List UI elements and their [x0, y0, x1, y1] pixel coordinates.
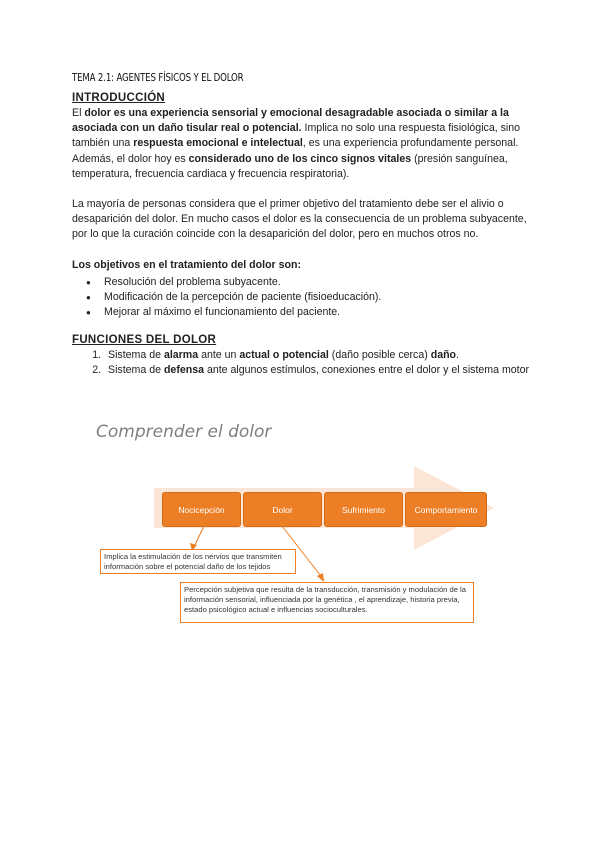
list-item: ● Modificación de la percepción de paciente (fisioeducación).: [104, 290, 532, 305]
functions-list: [72, 348, 532, 378]
text-run: , es una experiencia profundamente personal. Además, el dolor hoy es: [72, 137, 519, 165]
dolor-note: Percepción subjetiva que resulta de la transducción, transmisión y modulación de la información sensorial, influenciada por la genética , el aprendizaje, historia previa, estado psicológico actual e influencias socioculturales.: [180, 582, 474, 623]
functions-heading: FUNCIONES DEL DOLOR: [72, 334, 217, 347]
pain-diagram: [96, 422, 516, 632]
comportamiento-box: Comportamiento: [405, 492, 487, 527]
text-run: Implica no solo una respuesta fisiológica, sino también una: [72, 122, 521, 150]
intro-paragraph-2: La mayoría de personas considera que el primer objetivo del tratamiento debe ser el alivio o desaparición del dolor. En mucho casos el dolor es la consecuencia de un problema subyacente, por lo que la curación coincide con la desaparición del dolor, pero en muchos otros no.: [72, 198, 527, 241]
bold-text: actual o potencial: [239, 349, 329, 362]
bold-text: respuesta emocional e intelectual: [133, 137, 303, 150]
document-page: [72, 72, 532, 379]
diagram-title: Comprender el dolor: [96, 422, 272, 442]
objectives-heading: Los objetivos en el tratamiento del dolor son:: [72, 258, 301, 271]
text-run: ante algunos estímulos, conexiones entre el dolor y el sistema motor: [204, 364, 530, 377]
list-item: ● Resolución del problema subyacente.: [104, 275, 532, 290]
nocicepcion-box: Nocicepción: [162, 492, 241, 527]
dolor-box: Dolor: [243, 492, 322, 527]
bold-text: alarma: [163, 349, 199, 362]
intro-paragraph-1: [72, 106, 532, 182]
intro-heading: INTRODUCCIÓN: [72, 92, 166, 104]
text-run: (presión sanguínea, temperatura, frecuencia cardiaca y frecuencia respiratoria).: [72, 152, 508, 180]
objectives-list: [72, 275, 532, 321]
bold-text: defensa: [163, 364, 204, 377]
list-item: [104, 363, 532, 378]
bold-text: dolor es una experiencia sensorial y emocional desagradable asociada o similar a la asociada con un daño tisular real o potencial.: [72, 107, 509, 135]
text-run: (daño posible cerca): [328, 349, 431, 362]
list-item: [104, 348, 532, 363]
text-run: .: [456, 349, 459, 362]
nocicepcion-note: Implica la estimulación de los nervios que transmiten información sobre el potencial daño de los tejidos: [100, 549, 296, 574]
text-run: Sistema de: [108, 364, 164, 377]
text-run: El: [72, 107, 85, 119]
bold-text: considerado uno de los cinco signos vitales: [188, 152, 412, 165]
text-run: ante un: [198, 349, 240, 362]
topic-title: TEMA 2.1: AGENTES FÍSICOS Y EL DOLOR: [72, 72, 244, 84]
bold-text: daño: [430, 349, 457, 362]
list-item: ● Mejorar al máximo el funcionamiento del paciente.: [104, 305, 532, 320]
sufrimiento-box: Sufrimiento: [324, 492, 403, 527]
text-run: Sistema de: [108, 349, 164, 362]
